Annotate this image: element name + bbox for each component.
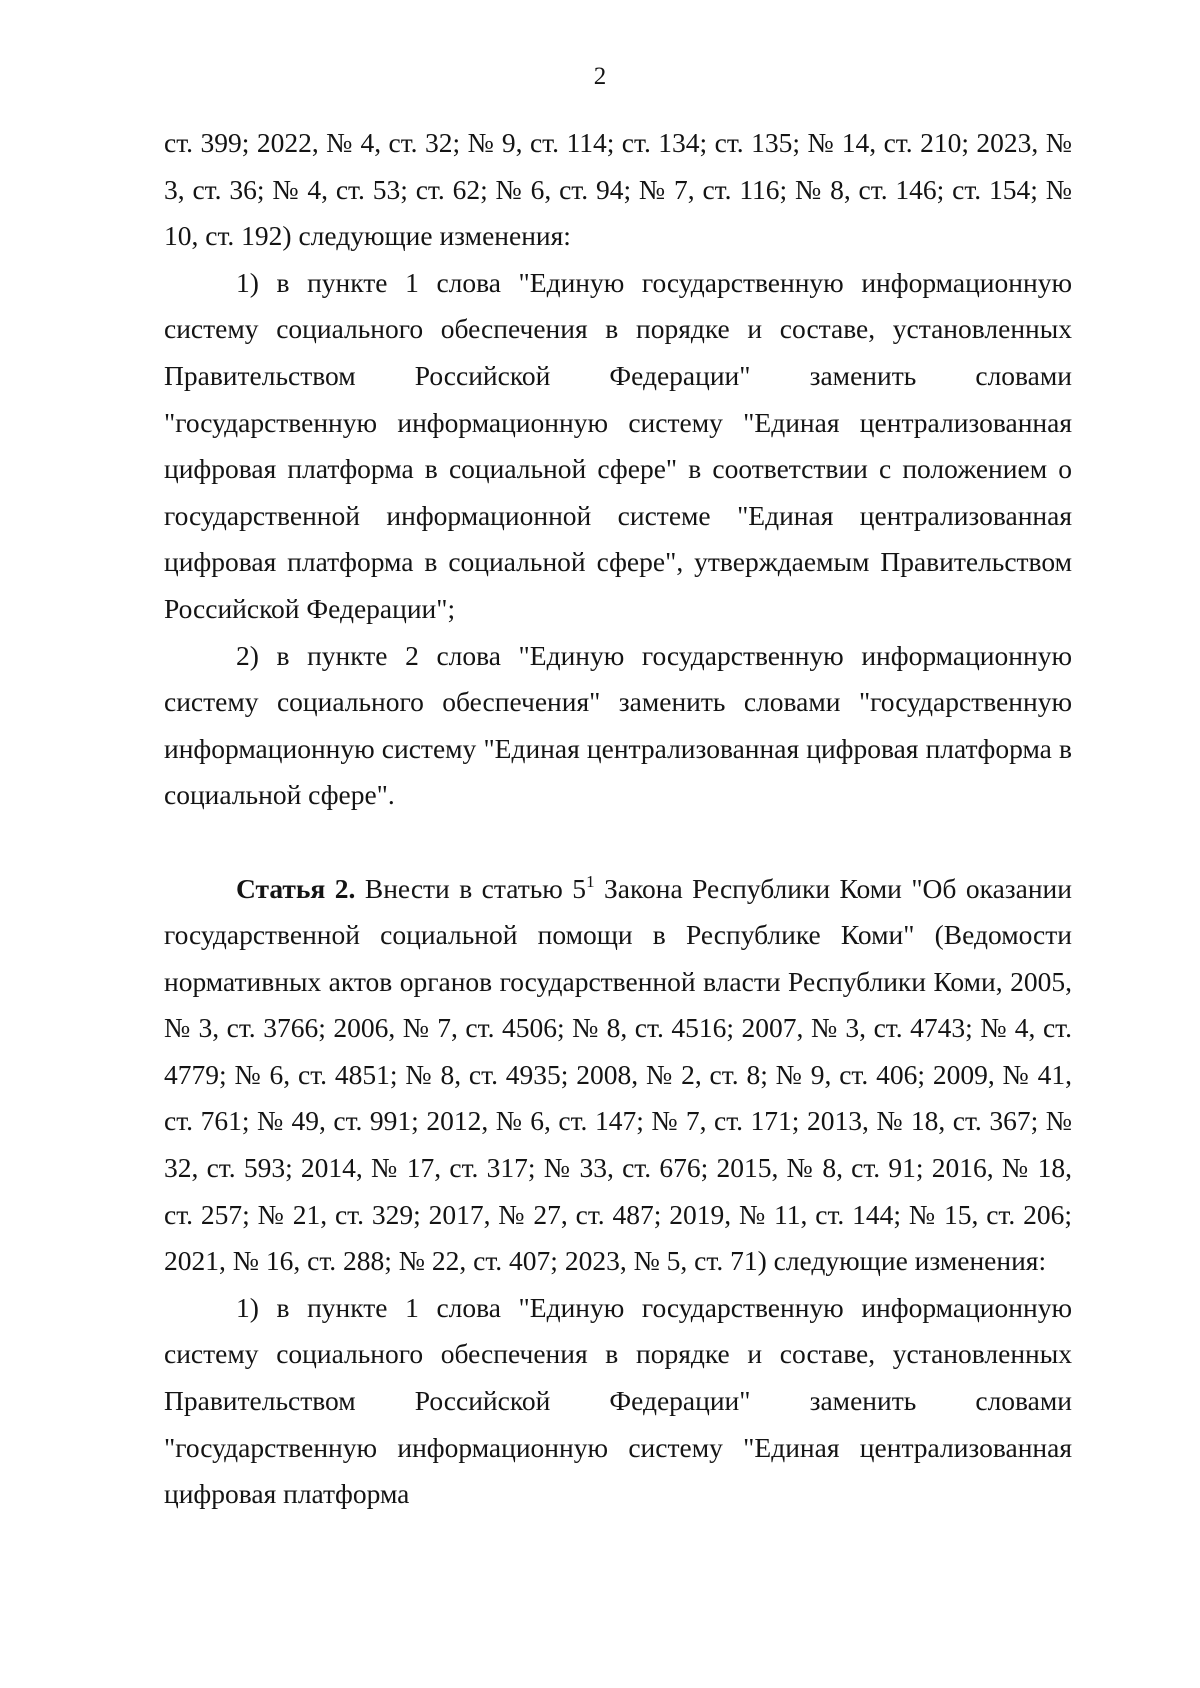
article2-heading: Статья 2.: [236, 872, 356, 904]
article1-item1-paragraph: 1) в пункте 1 слова "Единую государственную информационную систему социального обеспечения в порядке и составе, установленных Правительством Российской Федерации" заменить словами "государственную информационную систему "Единая централизованная цифровая платформа в социальной сфере" в соответствии с положением о государственной информационной системе "Единая централизованная цифровая платформа в социальной сфере", утверждаемым Правительством Российской Федерации";: [164, 266, 1072, 624]
page-number: 2: [593, 63, 607, 90]
document-body: [164, 120, 1072, 1518]
article1-item2-paragraph: 2) в пункте 2 слова "Единую государственную информационную систему социального обеспечения" заменить словами "государственную информационную систему "Единая централизованная цифровая платформа в социальной сфере".: [164, 639, 1072, 811]
article2-paragraph: [164, 866, 1072, 1285]
article-number-superscript: 1: [586, 871, 595, 891]
article2-text: Закона Республики Коми "Об оказании государственной социальной помощи в Республике Коми" (Ведомости нормативных актов органов государственной власти Республики Коми, 2005, № 3, ст. 3766; 2006, № 7, ст. 4506; № 8, ст. 4516; 2007, № 3, ст. 4743; № 4, ст. 4779; № 6, ст. 4851; № 8, ст. 4935; 2008, № 2, ст. 8; № 9, ст. 406; 2009, № 41, ст. 761; № 49, ст. 991; 2012, № 6, ст. 147; № 7, ст. 171; 2013, № 18, ст. 367; № 32, ст. 593; 2014, № 17, ст. 317; № 33, ст. 676; 2015, № 8, ст. 91; 2016, № 18, ст. 257; № 21, ст. 329; 2017, № 27, ст. 487; 2019, № 11, ст. 144; № 15, ст. 206; 2021, № 16, ст. 288; № 22, ст. 407; 2023, № 5, ст. 71) следующие изменения:: [164, 872, 1072, 1277]
article2-item1-paragraph: 1) в пункте 1 слова "Единую государственную информационную систему социального обеспечения в порядке и составе, установленных Правительством Российской Федерации" заменить словами "государственную информационную систему "Единая централизованная цифровая платформа: [164, 1291, 1072, 1510]
article2-lead: Внести в статью 5: [364, 872, 587, 904]
intro-paragraph: ст. 399; 2022, № 4, ст. 32; № 9, ст. 114; ст. 134; ст. 135; № 14, ст. 210; 2023, № 3, ст. 36; № 4, ст. 53; ст. 62; № 6, ст. 94; № 7, ст. 116; № 8, ст. 146; ст. 154; № 10, ст. 192) следующие изменения:: [164, 127, 1072, 252]
section-gap: [164, 819, 1072, 866]
